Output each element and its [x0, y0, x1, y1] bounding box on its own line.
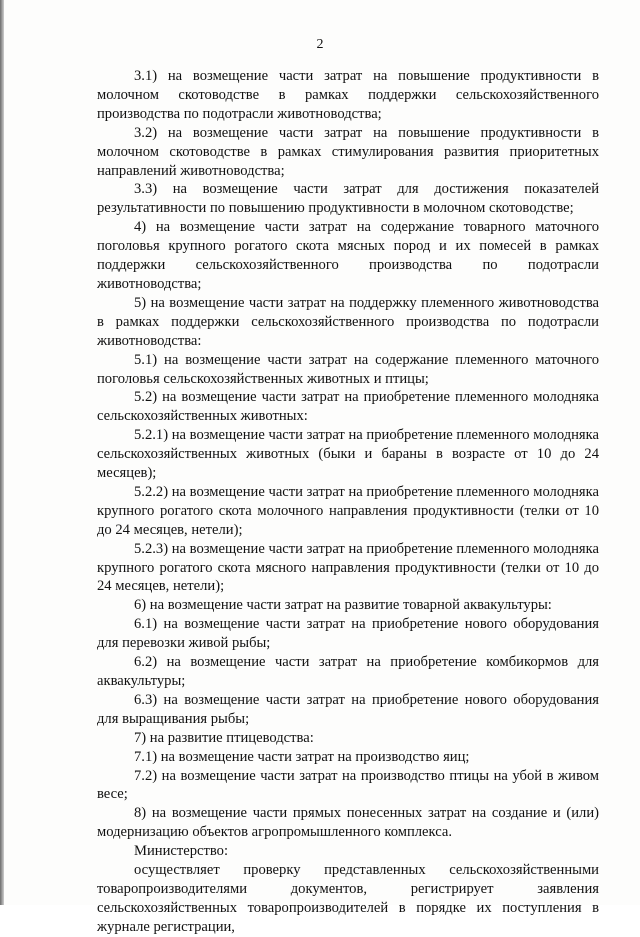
paragraph-7-2: 7.2) на возмещение части затрат на производство птицы на убой в живом весе; [97, 767, 599, 803]
paragraph-4: 4) на возмещение части затрат на содержание товарного маточного поголовья крупного рогатого скота мясных пород и их помесей в рамках поддержки сельскохозяйственного производства по подотрасли животноводства; [97, 219, 599, 292]
paragraph-ministry-duties: осуществляет проверку представленных сельскохозяйственными товаропроизводителями документов, регистрирует заявления сельскохозяйственных товаропроизводителей в порядке их поступления в журнале регистрации, [97, 862, 599, 935]
paragraph-5: 5) на возмещение части затрат на поддержку племенного животноводства в рамках поддержки сельскохозяйственного производства по подотрасли животноводства: [97, 294, 599, 349]
scan-edge [0, 0, 4, 905]
document-body [97, 67, 599, 937]
paragraph-5-2-1: 5.2.1) на возмещение части затрат на приобретение племенного молодняка сельскохозяйственных животных (быки и бараны в возрасте от 10 до 24 месяцев); [97, 427, 599, 482]
paragraph-3-2: 3.2) на возмещение части затрат на повышение продуктивности в молочном скотоводстве в рамках стимулирования развития приоритетных направлений животноводства; [97, 124, 599, 179]
paragraph-6: 6) на возмещение части затрат на развитие товарной аквакультуры: [134, 597, 552, 614]
paragraph-ministry: Министерство: [134, 843, 229, 860]
paragraph-6-1: 6.1) на возмещение части затрат на приобретение нового оборудования для перевозки живой рыбы; [97, 616, 599, 652]
paragraph-6-2: 6.2) на возмещение части затрат на приобретение комбикормов для аквакультуры; [97, 654, 599, 689]
paragraph-3-1: 3.1) на возмещение части затрат на повышение продуктивности в молочном скотоводстве в рамках поддержки сельскохозяйственного производства по подотрасли животноводства; [97, 68, 599, 122]
paragraph-3-3: 3.3) на возмещение части затрат для достижения показателей результативности по повышению продуктивности в молочном скотоводстве; [97, 181, 599, 217]
paragraph-5-1: 5.1) на возмещение части затрат на содержание племенного маточного поголовья сельскохозяйственных животных и птицы; [97, 351, 599, 387]
paragraph-7-1: 7.1) на возмещение части затрат на производство яиц; [134, 748, 470, 765]
paragraph-5-2-2: 5.2.2) на возмещение части затрат на приобретение племенного молодняка крупного рогатого скота молочного направления продуктивности (телки от 10 до 24 месяцев, нетели); [97, 483, 599, 538]
paragraph-5-2-3: 5.2.3) на возмещение части затрат на приобретение племенного молодняка крупного рогатого скота мясного направления продуктивности (телки от 10 до 24 месяцев, нетели); [97, 540, 599, 595]
page-number: 2 [316, 37, 324, 52]
paragraph-8: 8) на возмещение части прямых понесенных затрат на создание и (или) модернизацию объектов агропромышленного комплекса. [97, 805, 599, 841]
paragraph-6-3: 6.3) на возмещение части затрат на приобретение нового оборудования для выращивания рыбы; [97, 691, 599, 727]
paragraph-5-2: 5.2) на возмещение части затрат на приобретение племенного молодняка сельскохозяйственных животных: [97, 389, 599, 425]
paragraph-7: 7) на развитие птицеводства: [134, 729, 314, 746]
